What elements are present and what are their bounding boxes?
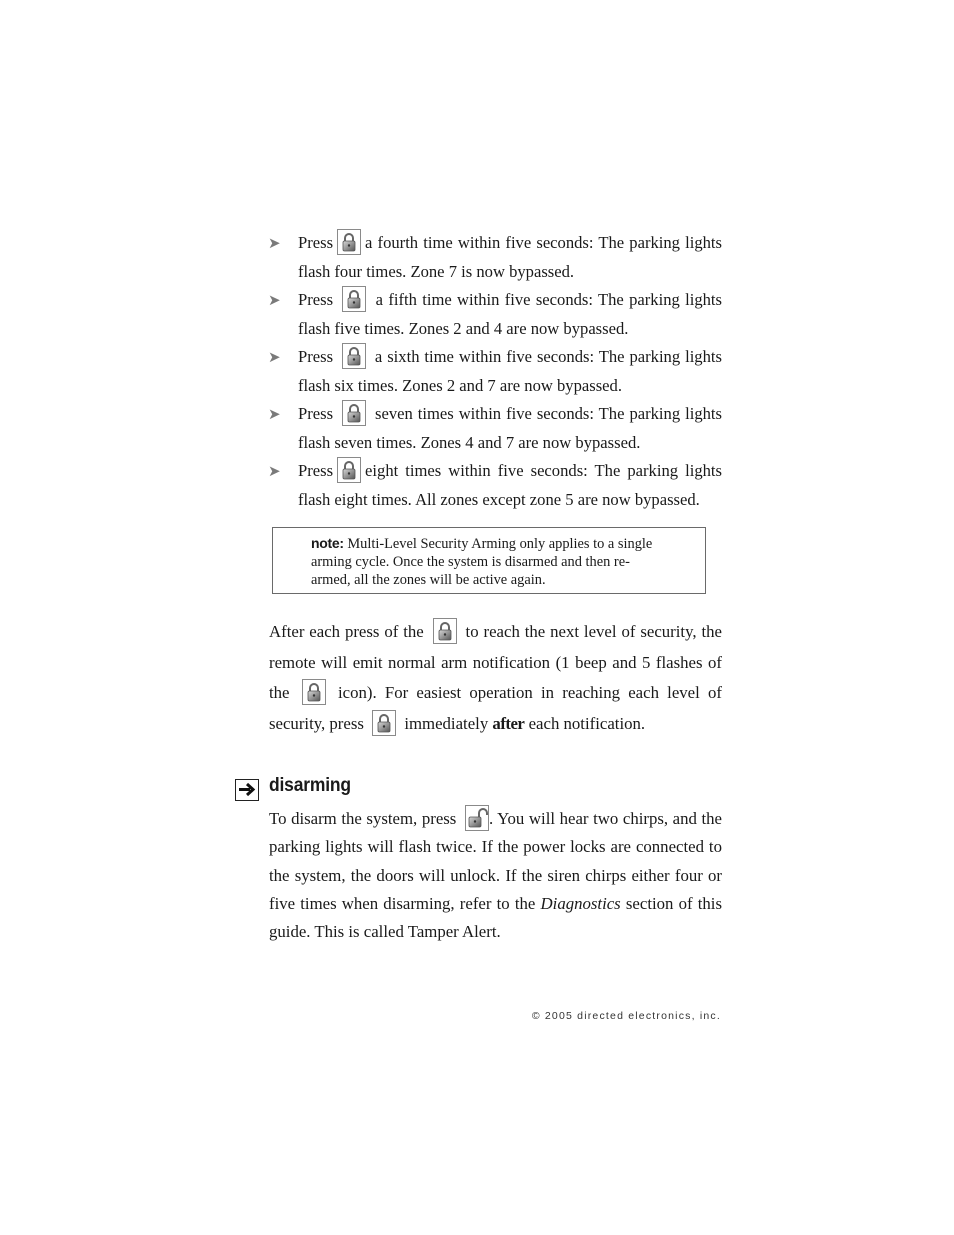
arrowhead-bullet-icon: ➤ bbox=[268, 462, 281, 480]
bullet-text: a fifth time within five seconds: The parking lights flash five times. Zones 2 and 4 are now bypassed. bbox=[298, 290, 722, 338]
arming-paragraph bbox=[269, 617, 722, 739]
note-label: note: bbox=[311, 535, 344, 551]
padlock-locked-icon bbox=[342, 343, 366, 369]
list-item bbox=[268, 286, 722, 343]
bullet-text: eight times within five seconds: The parking lights flash eight times. All zones except zone 5 are now bypassed. bbox=[298, 461, 722, 509]
list-item bbox=[268, 229, 722, 286]
padlock-locked-icon bbox=[337, 229, 361, 255]
diagnostics-reference: Diagnostics bbox=[540, 893, 621, 913]
bullet-text: Press bbox=[298, 233, 334, 252]
bullet-text: Press bbox=[298, 404, 334, 423]
bypass-steps-list bbox=[268, 229, 722, 514]
paragraph-text: icon). For easiest operation in reaching each level of security, press bbox=[269, 683, 722, 733]
paragraph-text: . You will hear two chirps, and the parking lights will flash twice. If the power locks are connected to the system, the doors will unlock. If the siren chirps either four or five times when disarming, refer to the bbox=[269, 809, 722, 913]
section-title-disarming: disarming bbox=[269, 775, 351, 796]
list-item bbox=[268, 343, 722, 400]
padlock-locked-icon bbox=[342, 286, 366, 312]
padlock-locked-icon bbox=[302, 679, 326, 705]
list-item bbox=[268, 457, 722, 514]
note-text: Multi-Level Security Arming only applies to a single arming cycle. Once the system is disarmed and then re-armed, all the zones will be active again. bbox=[311, 536, 653, 588]
bullet-text: a fourth time within five seconds: The parking lights flash four times. Zone 7 is now bypassed. bbox=[298, 233, 722, 281]
paragraph-text: After each press of the bbox=[269, 622, 424, 641]
paragraph-text: to reach the next level of security, the remote will emit normal arm notification (1 beep and 5 flashes of the bbox=[269, 622, 722, 702]
arrowhead-bullet-icon: ➤ bbox=[268, 291, 281, 309]
padlock-locked-icon bbox=[372, 710, 396, 736]
bullet-text: Press bbox=[298, 461, 334, 480]
padlock-locked-icon bbox=[337, 457, 361, 483]
padlock-locked-icon bbox=[342, 400, 366, 426]
paragraph-text: immediately bbox=[404, 713, 489, 733]
paragraph-text: To disarm the system, press bbox=[269, 809, 457, 828]
padlock-locked-icon bbox=[433, 618, 457, 644]
disarming-paragraph bbox=[269, 805, 722, 946]
paragraph-text: each notification. bbox=[528, 713, 646, 733]
list-item bbox=[268, 400, 722, 457]
bullet-text: Press bbox=[298, 347, 334, 366]
arrowhead-bullet-icon: ➤ bbox=[268, 348, 281, 366]
arrowhead-bullet-icon: ➤ bbox=[268, 234, 281, 252]
paragraph-text: section of this guide. This is called Tamper Alert. bbox=[269, 893, 722, 942]
padlock-unlocked-icon bbox=[465, 805, 489, 831]
emphasis-after: after bbox=[492, 713, 525, 733]
bullet-text: a sixth time within five seconds: The parking lights flash six times. Zones 2 and 7 are now bypassed. bbox=[298, 347, 722, 395]
bullet-text: Press bbox=[298, 290, 334, 309]
copyright-footer: © 2005 directed electronics, inc. bbox=[531, 1010, 721, 1022]
arrowhead-bullet-icon: ➤ bbox=[268, 405, 281, 423]
bullet-text: seven times within five seconds: The parking lights flash seven times. Zones 4 and 7 are now bypassed. bbox=[298, 404, 722, 452]
right-arrow-icon bbox=[235, 779, 259, 801]
note-box bbox=[272, 527, 706, 594]
